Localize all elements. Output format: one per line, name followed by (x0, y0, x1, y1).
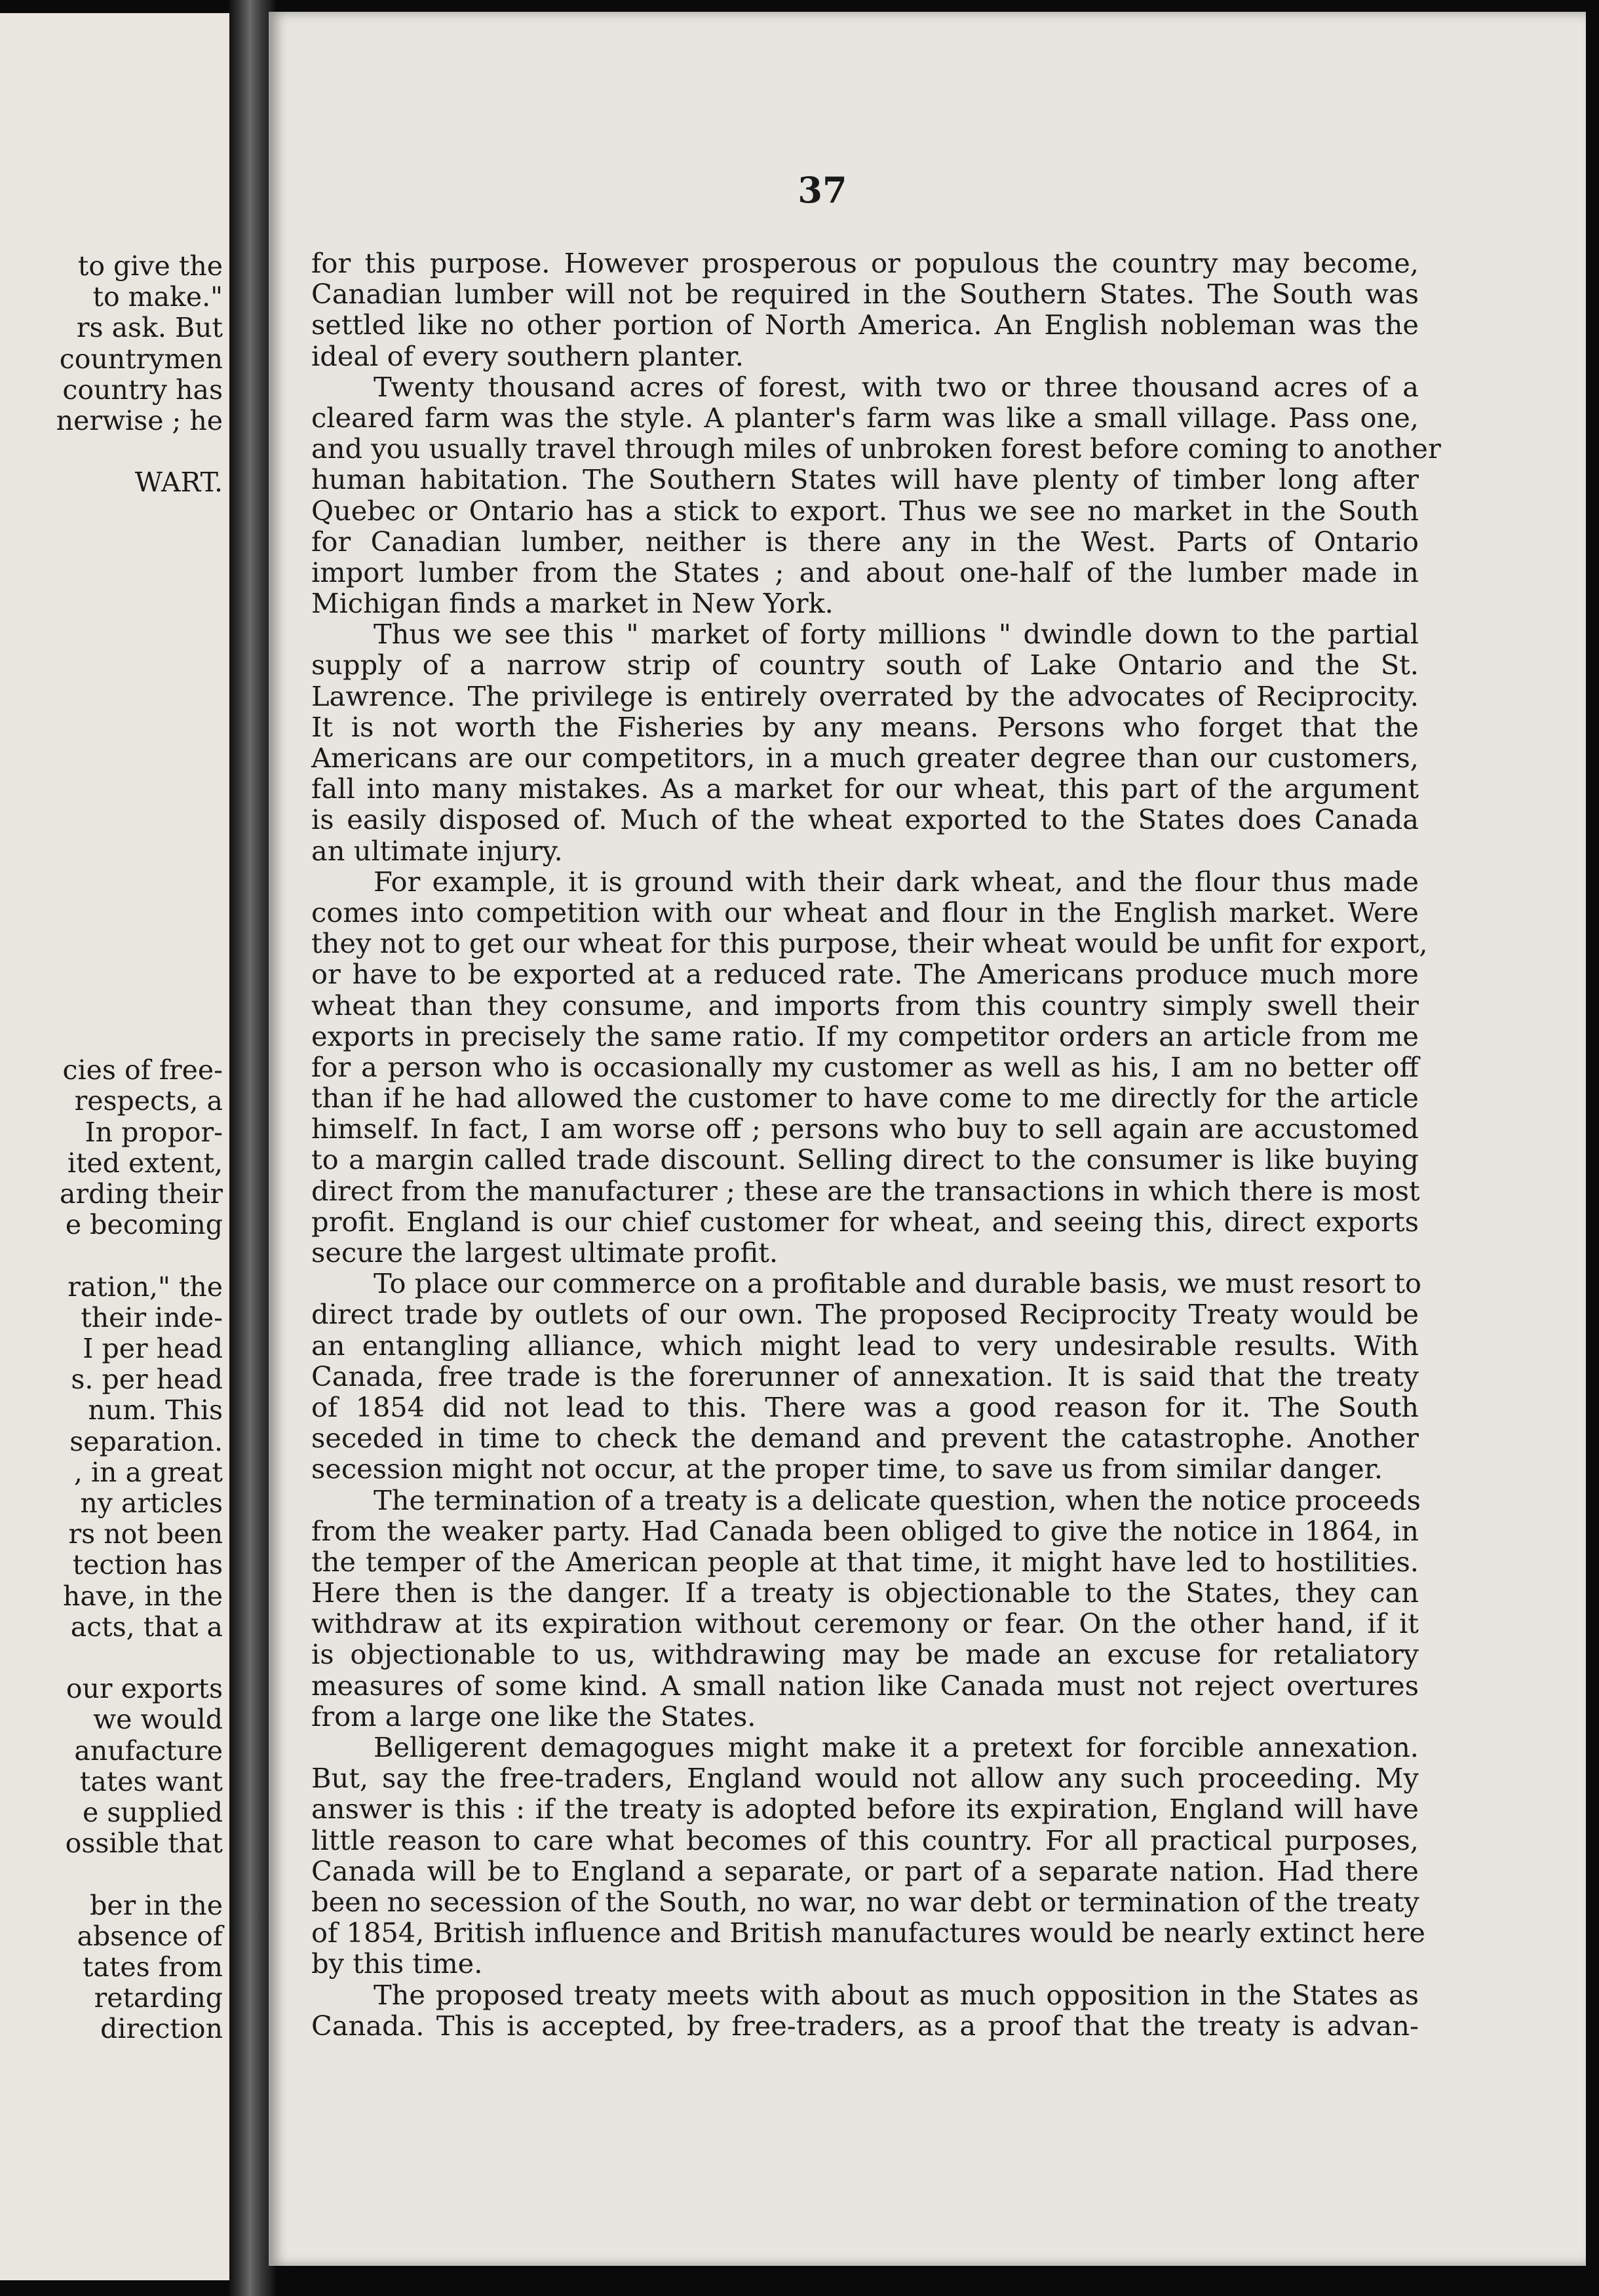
text-line-content: been no secession of the South, no war, no war debt or termination of the treaty (311, 1885, 1419, 1918)
text-line (311, 341, 1419, 372)
text-line-content: from a large one like the States. (311, 1700, 756, 1732)
text-line (311, 1206, 1419, 1237)
text-line (311, 1176, 1419, 1206)
text-line (311, 1330, 1419, 1361)
text-line-content: The proposed treaty meets with about as much opposition in the States as (374, 1978, 1419, 2011)
left-page-line: nerwise ; he (56, 405, 223, 436)
text-line (311, 866, 1419, 897)
text-line (311, 742, 1419, 773)
text-line (311, 1546, 1419, 1577)
text-line-content: fall into many mistakes. As a market for our wheat, this part of the argument (311, 773, 1419, 805)
text-line-content: is easily disposed of. Much of the wheat exported to the States does Canada (311, 803, 1419, 836)
text-line-content: to a margin called trade discount. Selling direct to the consumer is like buying (311, 1143, 1419, 1176)
text-line (311, 1485, 1419, 1516)
text-line-content: for a person who is occasionally my customer as well as his, I am no better off (311, 1050, 1419, 1083)
text-line (311, 1144, 1419, 1175)
text-line-content: Quebec or Ontario has a stick to export. Thus we see no market in the South (311, 494, 1419, 527)
text-line (311, 248, 1419, 278)
text-line (311, 1763, 1419, 1793)
text-line (311, 1670, 1419, 1701)
left-page-line: to make." (92, 281, 223, 313)
text-line-content: exports in precisely the same ratio. If my competitor orders an article from me (311, 1020, 1419, 1052)
text-line (311, 1082, 1419, 1113)
left-facing-page (0, 13, 229, 2280)
left-page-line: their inde- (81, 1301, 223, 1333)
text-line (311, 835, 1419, 866)
text-line-content: But, say the free-traders, England would not allow any such proceeding. My (311, 1762, 1419, 1795)
text-line-content: Belligerent demagogues might make it a pretext for forcible annexation. (374, 1731, 1419, 1763)
text-line-content: from the weaker party. Had Canada been obliged to give the notice in 1864, in (311, 1514, 1419, 1547)
page-number: 37 (798, 169, 847, 211)
text-line (311, 804, 1419, 835)
text-line (311, 309, 1419, 340)
text-line (311, 402, 1419, 433)
left-page-line: e supplied (83, 1797, 223, 1828)
left-page-line: ny articles (80, 1487, 223, 1519)
text-line (311, 1732, 1419, 1763)
text-line-content: Canada. This is accepted, by free-traders, as a proof that the treaty is advan- (311, 2009, 1419, 2042)
left-page-line: arding their (60, 1178, 223, 1210)
left-page-line: countrymen (59, 343, 223, 375)
text-line (311, 927, 1428, 960)
text-line (311, 773, 1419, 804)
left-page-line: e becoming (65, 1209, 223, 1241)
text-line-content: they not to get our wheat for this purpose, their wheat would be unfit for export, (311, 927, 1428, 960)
text-line-content: For example, it is ground with their dark wheat, and the flour thus made (374, 865, 1419, 898)
text-line (311, 464, 1419, 495)
text-line-content: Lawrence. The privilege is entirely overrated by the advocates of Reciprocity. (311, 679, 1419, 712)
text-line (311, 1267, 1422, 1300)
text-line (311, 649, 1419, 680)
text-line-content: direct trade by outlets of our own. The proposed Reciprocity Treaty would be (311, 1298, 1419, 1331)
text-line (311, 495, 1419, 526)
text-line-content: than if he had allowed the customer to have come to me directly for the article (311, 1082, 1419, 1115)
text-line-content: wheat than they consume, and imports from this country simply swell their (311, 989, 1419, 1022)
text-line (311, 1980, 1419, 2010)
left-page-line: rs not been (68, 1518, 223, 1550)
text-line-content: the temper of the American people at that time, it might have led to hostilities. (311, 1545, 1419, 1578)
text-line-content: of 1854 did not lead to this. There was a good reason for it. The South (311, 1390, 1419, 1423)
text-line-content: secession might not occur, at the proper time, to save us from similar danger. (311, 1453, 1383, 1485)
text-line-content: himself. In fact, I am worse off ; persons who buy to sell again are accustomed (311, 1113, 1419, 1145)
left-page-line: ited extent, (67, 1147, 223, 1179)
text-line-content: for Canadian lumber, neither is there any in the West. Parts of Ontario (311, 525, 1419, 558)
left-page-line: num. This (88, 1394, 223, 1426)
text-line-content: human habitation. The Southern States will have plenty of timber long after (311, 463, 1419, 496)
text-line-content: supply of a narrow strip of country south of Lake Ontario and the St. (311, 649, 1419, 681)
left-page-line: ration," the (67, 1271, 223, 1303)
left-page-line: cies of free- (62, 1054, 223, 1086)
text-line (311, 1948, 1419, 1979)
text-line (311, 1793, 1419, 1824)
text-line (311, 1299, 1419, 1330)
text-line (311, 1052, 1419, 1082)
left-page-line: rs ask. But (76, 312, 223, 344)
text-line-content: Canada, free trade is the forerunner of annexation. It is said that the treaty (311, 1360, 1419, 1392)
left-page-line: anufacture (74, 1734, 223, 1767)
paragraph (311, 1731, 1425, 1980)
text-line (311, 2010, 1419, 2041)
left-page-line: tection has (72, 1549, 223, 1581)
text-line-content: cleared farm was the style. A planter's farm was like a small village. Pass one, (311, 401, 1419, 434)
text-line-content: The termination of a treaty is a delicate question, when the notice proceeds (374, 1483, 1421, 1516)
text-line (311, 1423, 1419, 1453)
text-line (311, 1021, 1419, 1052)
text-line-content: comes into competition with our wheat and flour in the English market. Were (311, 896, 1419, 928)
paragraph (311, 1485, 1419, 1732)
left-page-line: I per head (83, 1333, 223, 1364)
text-line (311, 1392, 1419, 1423)
text-line (311, 959, 1419, 989)
left-page-line: , in a great (73, 1456, 223, 1488)
text-line (311, 1237, 1419, 1268)
text-line-content: direct from the manufacturer ; these are the transactions in which there is most (311, 1174, 1420, 1207)
text-line (311, 1917, 1425, 1949)
text-line-content: measures of some kind. A small nation like Canada must not reject overtures (311, 1669, 1419, 1702)
text-line-content: Americans are our competitors, in a much greater degree than our customers, (311, 742, 1419, 774)
left-page-line: WART. (134, 467, 223, 499)
paragraph (311, 370, 1441, 620)
paragraph (311, 1980, 1419, 2041)
text-line (311, 1361, 1419, 1392)
text-line (311, 1577, 1419, 1608)
text-line (311, 712, 1419, 742)
text-line-content: Thus we see this " market of forty millions " dwindle down to the partial (374, 618, 1419, 651)
text-line (311, 990, 1419, 1021)
left-page-line: country has (62, 373, 223, 406)
text-line-content: of 1854, British influence and British manufactures would be nearly extinct here (311, 1917, 1425, 1949)
paragraph (311, 248, 1419, 372)
text-line (311, 1516, 1419, 1546)
text-line-content: and you usually travel through miles of unbroken forest before coming to another (311, 432, 1441, 465)
left-page-line: ossible that (65, 1827, 223, 1860)
text-line (311, 681, 1419, 712)
left-page-line: our exports (66, 1673, 223, 1705)
text-line-content: To place our commerce on a profitable and durable basis, we must resort to (374, 1267, 1422, 1300)
left-page-line: respects, a (74, 1085, 223, 1117)
left-page-line: tates want (79, 1765, 223, 1797)
text-line (311, 619, 1419, 649)
text-line-content: or have to be exported at a reduced rate. The Americans produce much more (311, 958, 1419, 991)
text-line (311, 897, 1419, 928)
text-line (311, 1608, 1419, 1639)
text-line-content: Here then is the danger. If a treaty is objectionable to the States, they can (311, 1577, 1419, 1609)
paragraph (311, 865, 1428, 1269)
text-line (311, 1856, 1419, 1886)
left-page-line: absence of (77, 1920, 223, 1952)
text-line-content: an entangling alliance, which might lead to very undesirable results. With (311, 1329, 1419, 1362)
text-line-content: is objectionable to us, withdrawing may be made an excuse for retaliatory (311, 1638, 1419, 1671)
text-line-content: Canadian lumber will not be required in the Southern States. The South was (311, 278, 1419, 311)
left-page-line: In propor- (85, 1116, 223, 1148)
text-line (311, 278, 1419, 309)
text-line-content: answer is this : if the treaty is adopted before its expiration, England will have (311, 1793, 1419, 1826)
text-line-content: seceded in time to check the demand and prevent the catastrophe. Another (311, 1422, 1419, 1455)
text-line-content: import lumber from the States ; and about one-half of the lumber made in (311, 556, 1419, 588)
left-page-line: to give the (77, 250, 223, 282)
text-line-content: Canada will be to England a separate, or part of a separate nation. Had there (311, 1854, 1419, 1887)
text-line-content: profit. England is our chief customer for wheat, and seeing this, direct exports (311, 1205, 1419, 1238)
paragraph (311, 619, 1419, 866)
text-line-content: an ultimate injury. (311, 834, 563, 867)
text-line-content: for this purpose. However prosperous or populous the country may become, (311, 247, 1419, 279)
text-line (311, 557, 1419, 588)
left-page-line: have, in the (62, 1580, 223, 1612)
paragraph (311, 1267, 1422, 1485)
body-text (311, 247, 1441, 2042)
left-page-line: s. per head (71, 1364, 223, 1396)
left-page-line: retarding (94, 1982, 223, 2014)
left-page-line: acts, that a (70, 1611, 223, 1643)
text-line-content: by this time. (311, 1947, 483, 1980)
left-page-line: direction (100, 2013, 223, 2045)
left-page-line: tates from (82, 1951, 223, 1983)
text-line (311, 372, 1419, 402)
text-line-content: little reason to care what becomes of this country. For all practical purposes, (311, 1824, 1419, 1856)
left-page-line: we would (93, 1704, 223, 1736)
text-line (311, 1701, 1419, 1732)
text-line (311, 526, 1419, 557)
text-line (311, 1825, 1419, 1856)
text-line (311, 1886, 1419, 1917)
left-page-line: ber in the (90, 1889, 223, 1921)
text-line (311, 1453, 1419, 1484)
text-line-content: settled like no other portion of North America. An English nobleman was the (311, 309, 1419, 341)
text-line-content: Twenty thousand acres of forest, with two or three thousand acres of a (374, 370, 1419, 403)
text-line (311, 1639, 1419, 1670)
text-line (311, 1113, 1419, 1144)
text-line-content: secure the largest ultimate profit. (311, 1236, 779, 1269)
text-line (311, 588, 1419, 619)
text-line-content: ideal of every southern planter. (311, 339, 744, 372)
left-page-line: separation. (69, 1425, 223, 1457)
text-line-content: It is not worth the Fisheries by any means. Persons who forget that the (311, 710, 1419, 743)
text-line-content: Michigan finds a market in New York. (311, 587, 834, 620)
text-line-content: withdraw at its expiration without ceremony or fear. On the other hand, if it (311, 1607, 1419, 1640)
text-line (311, 432, 1441, 465)
